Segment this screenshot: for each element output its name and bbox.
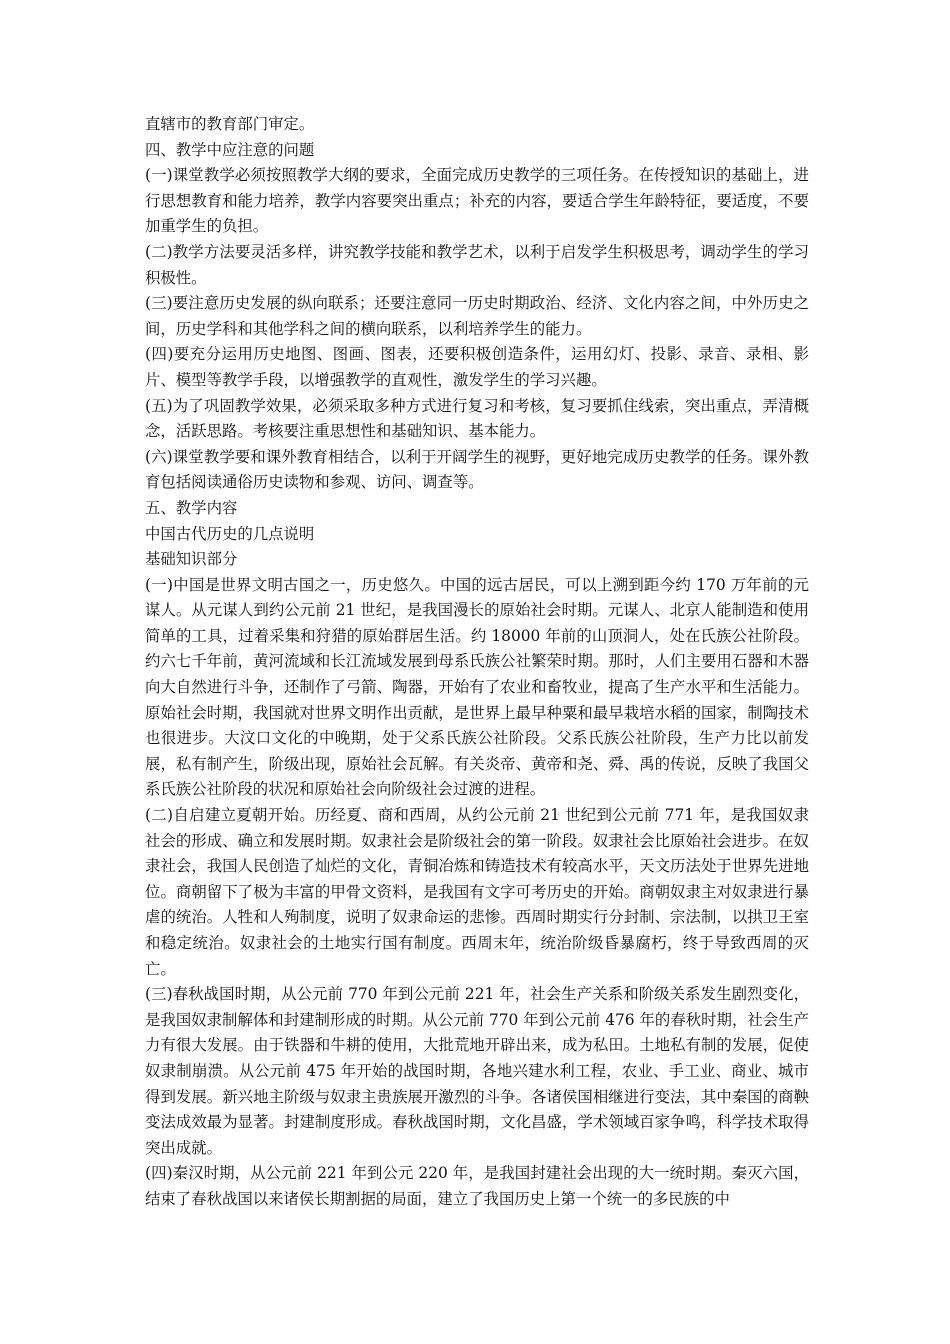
paragraph-history-1: (一)中国是世界文明古国之一，历史悠久。中国的远古居民，可以上溯到距今约 170 万年前的元谋人。从元谋人到约公元前 21 世纪，是我国漫长的原始社会时期。元谋人、北京人能制造和使用简单的工具，过着采集和狩猎的原始群居生活。约 18000 年前的山顶洞人，处在氏族公社阶段。约六七千年前，黄河流域和长江流域发展到母系氏族公社繁荣时期。那时，人们主要用石器和木器向大自然进行斗争，还制作了弓箭、陶器，开始有了农业和畜牧业，提高了生产水平和生活能力。原始社会时期，我国就对世界文明作出贡献，是世界上最早种粟和最早栽培水稻的国家，制陶技术也很进步。大汶口文化的中晚期，处于父系氏族公社阶段。父系氏族公社阶段，生产力比以前发展，私有制产生，阶级出现，原始社会瓦解。有关炎帝、黄帝和尧、舜、禹的传说，反映了我国父系氏族公社阶段的状况和原始社会向阶级社会过渡的进程。 (145, 575, 809, 799)
paragraph-note-4: (四)要充分运用历史地图、图画、图表，还要积极创造条件，运用幻灯、投影、录音、录相、影片、模型等教学手段，以增强教学的直观性，激发学生的学习兴趣。 (145, 345, 809, 389)
paragraph-history-3: (三)春秋战国时期，从公元前 770 年到公元前 221 年，社会生产关系和阶级关系发生剧烈变化，是我国奴隶制解体和封建制形成的时期。从公元前 770 年到公元前 476 年的春秋时期，社会生产力有很大发展。由于铁器和牛耕的使用，大批荒地开辟出来，成为私田。土地私有制的发展，促使奴隶制崩溃。从公元前 475 年开始的战国时期，各地兴建水利工程，农业、手工业、商业、城市得到发展。新兴地主阶级与奴隶主贵族展开激烈的斗争。各诸侯国相继进行变法，其中秦国的商鞅变法成效最为显著。封建制度形成。春秋战国时期，文化昌盛，学术领域百家争鸣，科学技术取得突出成就。 (145, 985, 809, 1157)
paragraph-history-2: (二)自启建立夏朝开始。历经夏、商和西周，从约公元前 21 世纪到公元前 771 年，是我国奴隶社会的形成、确立和发展时期。奴隶社会是阶级社会的第一阶段。奴隶社会比原始社会进步。在奴隶社会，我国人民创造了灿烂的文化，青铜冶炼和铸造技术有较高水平，天文历法处于世界先进地位。商朝留下了极为丰富的甲骨文资料，是我国有文字可考历史的开始。商朝奴隶主对奴隶进行暴虐的统治。人牲和人殉制度，说明了奴隶命运的悲惨。西周时期实行分封制、宗法制，以拱卫王室和稳定统治。奴隶社会的土地实行国有制度。西周末年，统治阶级昏暴腐朽，终于导致西周的灭亡。 (145, 806, 809, 978)
paragraph-note-2: (二)教学方法要灵活多样，讲究教学技能和教学艺术，以利于启发学生积极思考，调动学生的学习积极性。 (145, 242, 809, 287)
paragraph-history-4: (四)秦汉时期，从公元前 221 年到公元 220 年，是我国封建社会出现的大一统时期。秦灭六国，结束了春秋战国以来诸侯长期割据的局面，建立了我国历史上第一个统一的多民族的中 (145, 1164, 809, 1208)
paragraph-note-1: (一)课堂教学必须按照教学大纲的要求，全面完成历史教学的三项任务。在传授知识的基础上，进行思想教育和能力培养，教学内容要突出重点；补充的内容，要适合学生年龄特征，要适度，不要加重学生的负担。 (145, 166, 809, 236)
paragraph-note-6: (六)课堂教学要和课外教育相结合，以利于开阔学生的视野，更好地完成历史教学的任务。课外教育包括阅读通俗历史读物和参观、访问、调查等。 (145, 447, 809, 492)
paragraph-note-5: (五)为了巩固教学效果，必须采取多种方式进行复习和考核，复习要抓住线索，突出重点，弄清概念，活跃思路。考核要注重思想性和基础知识、基本能力。 (145, 396, 809, 441)
subheading-ancient-history: 中国古代历史的几点说明 (145, 524, 315, 543)
subheading-basic-knowledge: 基础知识部分 (145, 550, 238, 569)
section-heading-teaching-content: 五、教学内容 (145, 498, 238, 517)
text-line-jurisdiction: 直辖市的教育部门审定。 (145, 115, 315, 133)
paragraph-note-3: (三)要注意历史发展的纵向联系；还要注意同一历史时期政治、经济、文化内容之间，中外历史之间，历史学科和其他学科之间的横向联系，以利培养学生的能力。 (145, 294, 809, 338)
section-heading-teaching-notes: 四、教学中应注意的问题 (145, 140, 315, 159)
document-page (145, 112, 809, 1213)
